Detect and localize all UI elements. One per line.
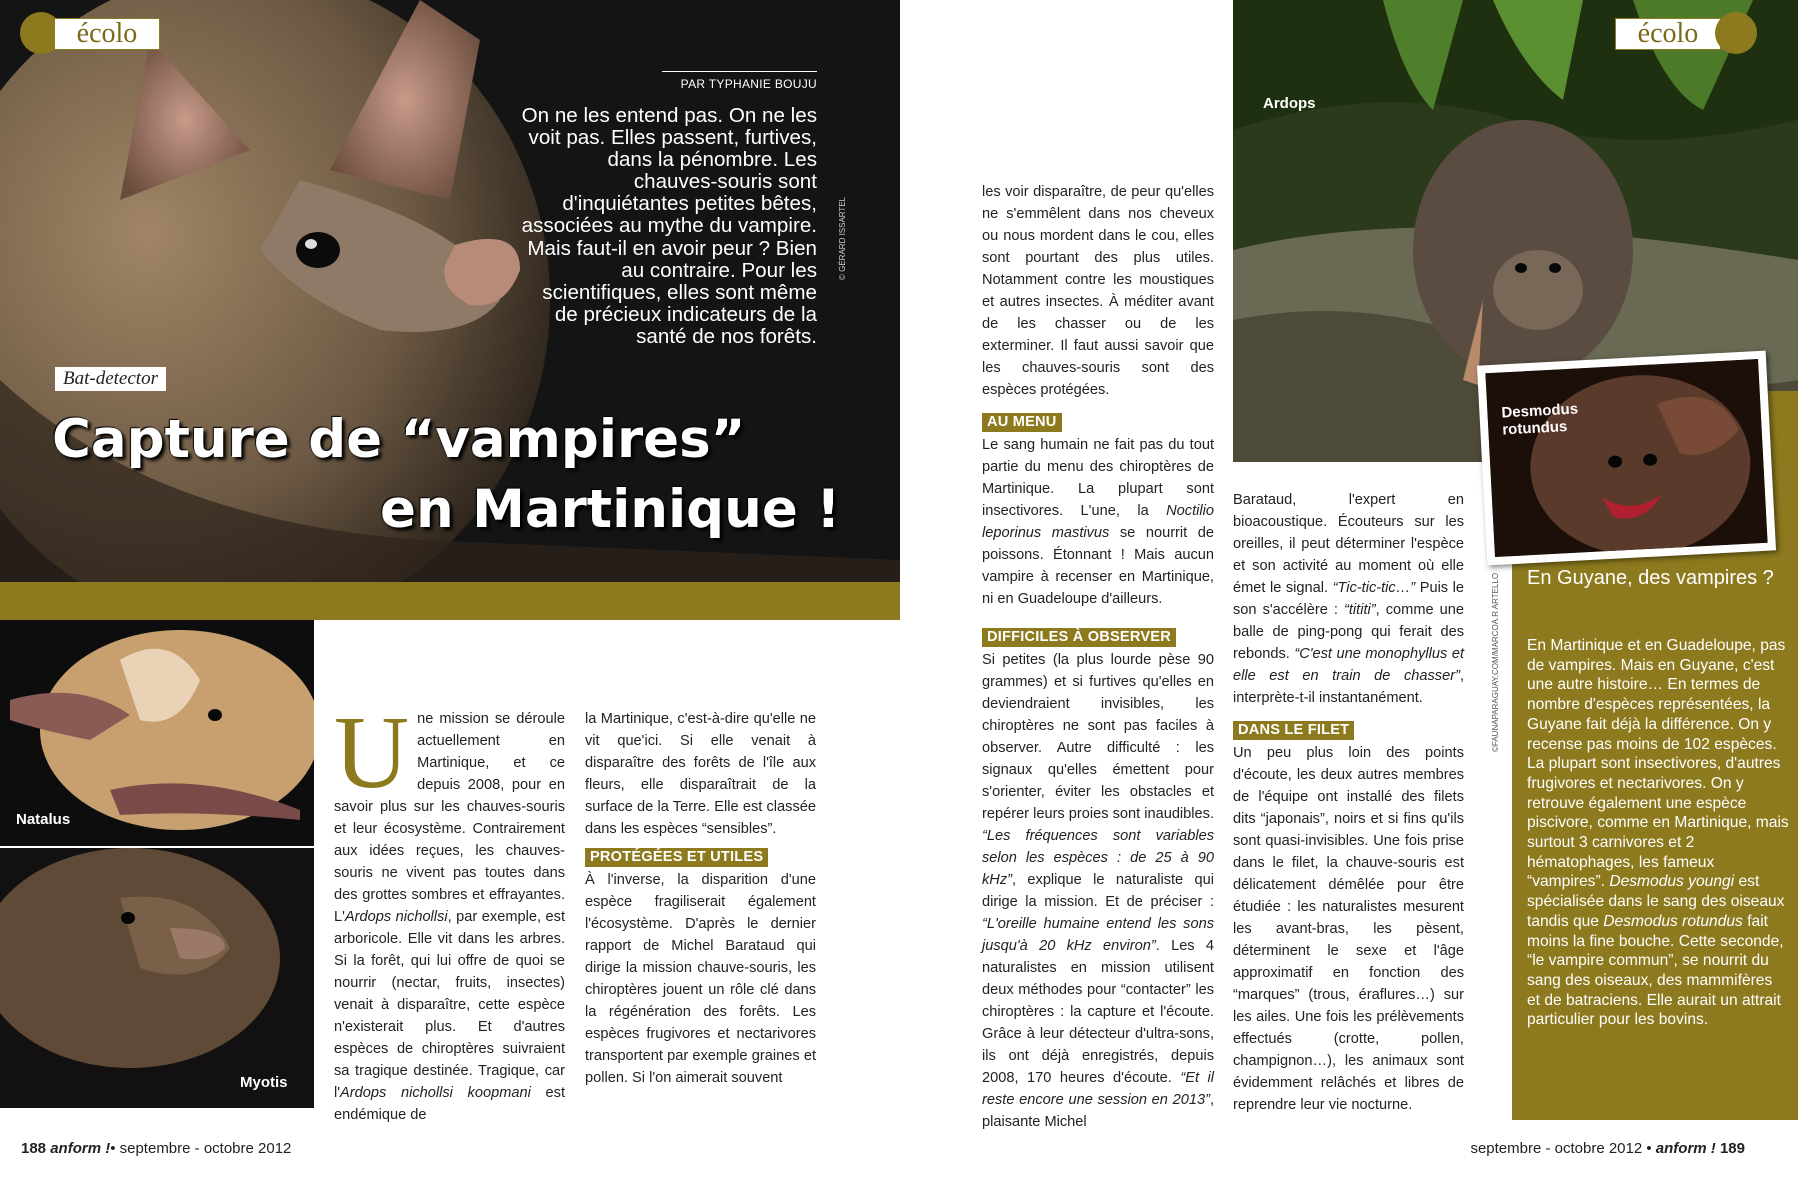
text: est endémique de	[334, 1085, 565, 1123]
quote: “C'est une monophyllus et elle est en train de chasser”	[1233, 646, 1464, 684]
text: se nourrit de poissons. Étonnant ! Mais aucun vampire à recenser en Martinique, ni en Guadeloupe d'ailleurs.	[982, 525, 1214, 607]
paragraph: À l'inverse, la disparition d'une espèce fragiliserait également l'écosystème. D'après le dernier rapport de Michel Barataud qui dirige la mission chauve-souris, les chiroptères jouent un rôle clé dans la régénération des forêts. Les espèces frugivores et nectarivores transportent par exemple graines et pollen. Si l'on aimerait souvent	[585, 872, 816, 1086]
species-name: Desmodus youngi	[1609, 873, 1735, 891]
text: Si petites (la plus lourde pèse 90 grammes) et si furtives qu'elles en deviendraient invisibles, les chiroptères ne sont pas faciles à observer. Autre difficulté : les signaux qu'elles émettent pour s'orienter, éviter les obstacles et repérer leurs proies sont inaudibles.	[982, 652, 1215, 822]
lede-paragraph: On ne les entend pas. On ne les voit pas. Elles passent, furtives, dans la pénombre. Les chauves-souris sont d'inquiétantes petites bêtes, associées au mythe du vampire. Mais faut-il en avoir peur ? Bien au contraire. Pour les scientifiques, elles sont même de précieux indicateurs de la santé de nos forêts.	[521, 104, 817, 348]
subhead-protegees: PROTÉGÉES ET UTILES	[585, 848, 768, 867]
section-badge	[20, 12, 160, 54]
quote: “Les fréquences sont variables selon les espèces : de 25 à 90 kHz”	[982, 828, 1214, 888]
section-label: écolo	[1615, 18, 1721, 50]
paragraph: la Martinique, c'est-à-dire qu'elle ne vit que'ici. Si elle venait à disparaître des forêts de l'île aux fleurs, elle disparaîtrait de la surface de la Terre. Elle est classée dans les espèces “sensibles”.	[585, 711, 816, 837]
page-number: 188	[21, 1140, 47, 1157]
byline-rule	[662, 71, 817, 72]
caption-ardops: Ardops	[1263, 95, 1316, 112]
issue-date: septembre - octobre 2012 •	[1470, 1140, 1652, 1157]
photo-credit: © GÉRARD ISSARTEL	[838, 196, 847, 280]
myotis-illustration	[0, 848, 314, 1108]
species-name: Noctilio leporinus mastivus	[982, 503, 1214, 541]
desmodus-illustration	[1485, 359, 1767, 557]
caption-desmodus: Desmodus rotundus	[1501, 400, 1579, 439]
text: , par exemple, est arboricole. Elle vit dans les arbres. Si la forêt, qui lui offre de quoi se nourrir (nectar, fruits, insectes) venait à disparaître, cette espèce n'existerait plus. Et d'autres espèces de chiroptères suivraient sa tragique destinée. Tragique, car l'	[334, 909, 565, 1101]
text: . Les 4 naturalistes en mission utilisent deux méthodes pour “contacter” les chiroptères : la capture et l'écoute. Grâce à leur détecteur d'ultra-sons, ils ont déjà enregistrés, depuis 2008, 170 heures d'écoute.	[982, 938, 1215, 1086]
quote: “L'oreille humaine entend les sons jusqu'à 20 kHz environ”	[982, 916, 1214, 954]
issue-date: • septembre - octobre 2012	[110, 1140, 292, 1157]
sidebar-title: En Guyane, des vampires ?	[1527, 567, 1774, 589]
byline: PAR TYPHANIE BOUJU	[680, 77, 817, 91]
photo-myotis	[0, 848, 314, 1108]
article-column-1	[334, 695, 565, 1126]
magazine-name: anform !	[50, 1140, 111, 1157]
magazine-name: anform !	[1655, 1140, 1716, 1157]
quote: “Et il reste encore une session en 2013”	[982, 1070, 1215, 1108]
text: Le sang humain ne fait pas du tout partie du menu des chiroptères de Martinique. La plupart sont insectivores. L'une, la	[982, 437, 1214, 519]
photo-desmodus	[1477, 351, 1776, 566]
paragraph	[982, 649, 1214, 1133]
paragraph: les voir disparaître, de peur qu'elles ne s'emmêlent dans nos cheveux ou nous mordent dans le cou, elles sont pourtant des plus utiles. Notamment contre les moustiques et autres insectes. À méditer avant de les chasser ou de les exterminer. Il faut aussi savoir que les chauves-souris sont des espèces protégées.	[982, 184, 1214, 398]
text: Barataud, l'expert en bioacoustique. Écouteurs sur les oreilles, il peut déterminer l'espèce et son activité au moment où elle émet le signal.	[1233, 492, 1464, 596]
text: ne mission se déroule actuellement en Martinique, et ce depuis 2008, pour en savoir plus sur les chauves-souris et leur écosystème. Contrairement aux idées reçues, les chauves-souris ne vivent pas toutes dans des grottes sombres et effrayantes. L'	[334, 711, 565, 925]
species-name: Ardops nichollsi	[344, 909, 448, 925]
article-column-4	[1233, 489, 1464, 1116]
text: En Martinique et en Guadeloupe, pas de vampires. Mais en Guyane, c'est une autre histoire… En termes de nombre d'espèces représentées, la Guyane fait déjà la différence. On y recense pas moins de 102 espèces. La plupart sont insectivores, d'autres frugivores et nectarivores. On y retrouve également une espèce piscivore, comme en Martinique, mais surtout 3 carnivores et 2 hématophages, les fameux “vampires”.	[1527, 637, 1789, 891]
paragraph	[982, 434, 1214, 610]
text: fait moins la fine bouche. Cette seconde, “le vampire commun”, se nourrit du sang des oiseaux, des mammifères et de batraciens. Elle aurait un attrait particulier pour les bovins.	[1527, 912, 1784, 1029]
footer-right	[1470, 1140, 1745, 1157]
subhead-difficiles: DIFFICILES À OBSERVER	[982, 628, 1176, 647]
drop-cap: U	[334, 695, 410, 810]
desmodus-image	[1485, 359, 1767, 557]
hero-photo	[0, 0, 900, 582]
species-name: Ardops nichollsi koopmani	[340, 1085, 531, 1101]
caption-natalus: Natalus	[16, 811, 71, 828]
sidebar-text	[1527, 636, 1789, 1030]
headline-line-2: en Martinique !	[380, 479, 841, 540]
text: , interprète-t-il instantanément.	[1233, 668, 1464, 706]
paragraph	[1233, 489, 1464, 709]
section-badge-right	[1615, 12, 1758, 54]
footer-left	[21, 1140, 291, 1157]
quote: “Tic-tic-tic…”	[1332, 580, 1416, 596]
olive-band	[0, 582, 900, 620]
article-column-3	[982, 181, 1214, 1133]
text: , explique le naturaliste qui dirige la mission. Et de préciser :	[982, 872, 1214, 910]
badge-dot	[1715, 12, 1757, 54]
text: , comme une balle de ping-pong qui ferait des rebonds.	[1233, 602, 1465, 662]
quote: “tititi”	[1344, 602, 1376, 618]
text: est spécialisée dans le sang des oiseaux tandis que	[1527, 873, 1785, 930]
subhead-filet: DANS LE FILET	[1233, 721, 1354, 740]
photo-natalus	[0, 620, 314, 846]
paragraph	[334, 695, 565, 1126]
kicker: Bat-detector	[55, 367, 166, 391]
text: Puis le son s'accélère :	[1233, 580, 1465, 618]
subhead-au-menu: AU MENU	[982, 413, 1062, 432]
photo-credit: ©FAUNAPARAGUAY.COM/MARCOA.R ARTELLO	[1491, 572, 1500, 752]
section-label: écolo	[54, 18, 160, 50]
headline-line-1: Capture de “vampires”	[52, 409, 746, 470]
text: , plaisante Michel	[982, 1092, 1214, 1130]
species-name: Desmodus rotundus	[1603, 912, 1743, 930]
page-number: 189	[1719, 1140, 1745, 1157]
paragraph: Un peu plus loin des points d'écoute, les deux autres membres de l'équipe ont installé des filets dits “japonais”, noirs et si fins qu'ils sont quasi-invisibles. Une fois prise dans le filet, la chauve-souris est délicatement démêlée pour être étudiée : les naturalistes mesurent les avant-bras, les pèsent, déterminent le sexe et l'âge approximatif en fonction des “marques” (trous, éraflures…) sur les ailes. Une fois les prélèvements effectués (crotte, pollen, champignon…), les animaux sont évidemment relâchés et libres de reprendre leur vie nocturne.	[1233, 745, 1464, 1113]
article-column-2	[585, 708, 816, 1089]
caption-myotis: Myotis	[240, 1074, 288, 1091]
